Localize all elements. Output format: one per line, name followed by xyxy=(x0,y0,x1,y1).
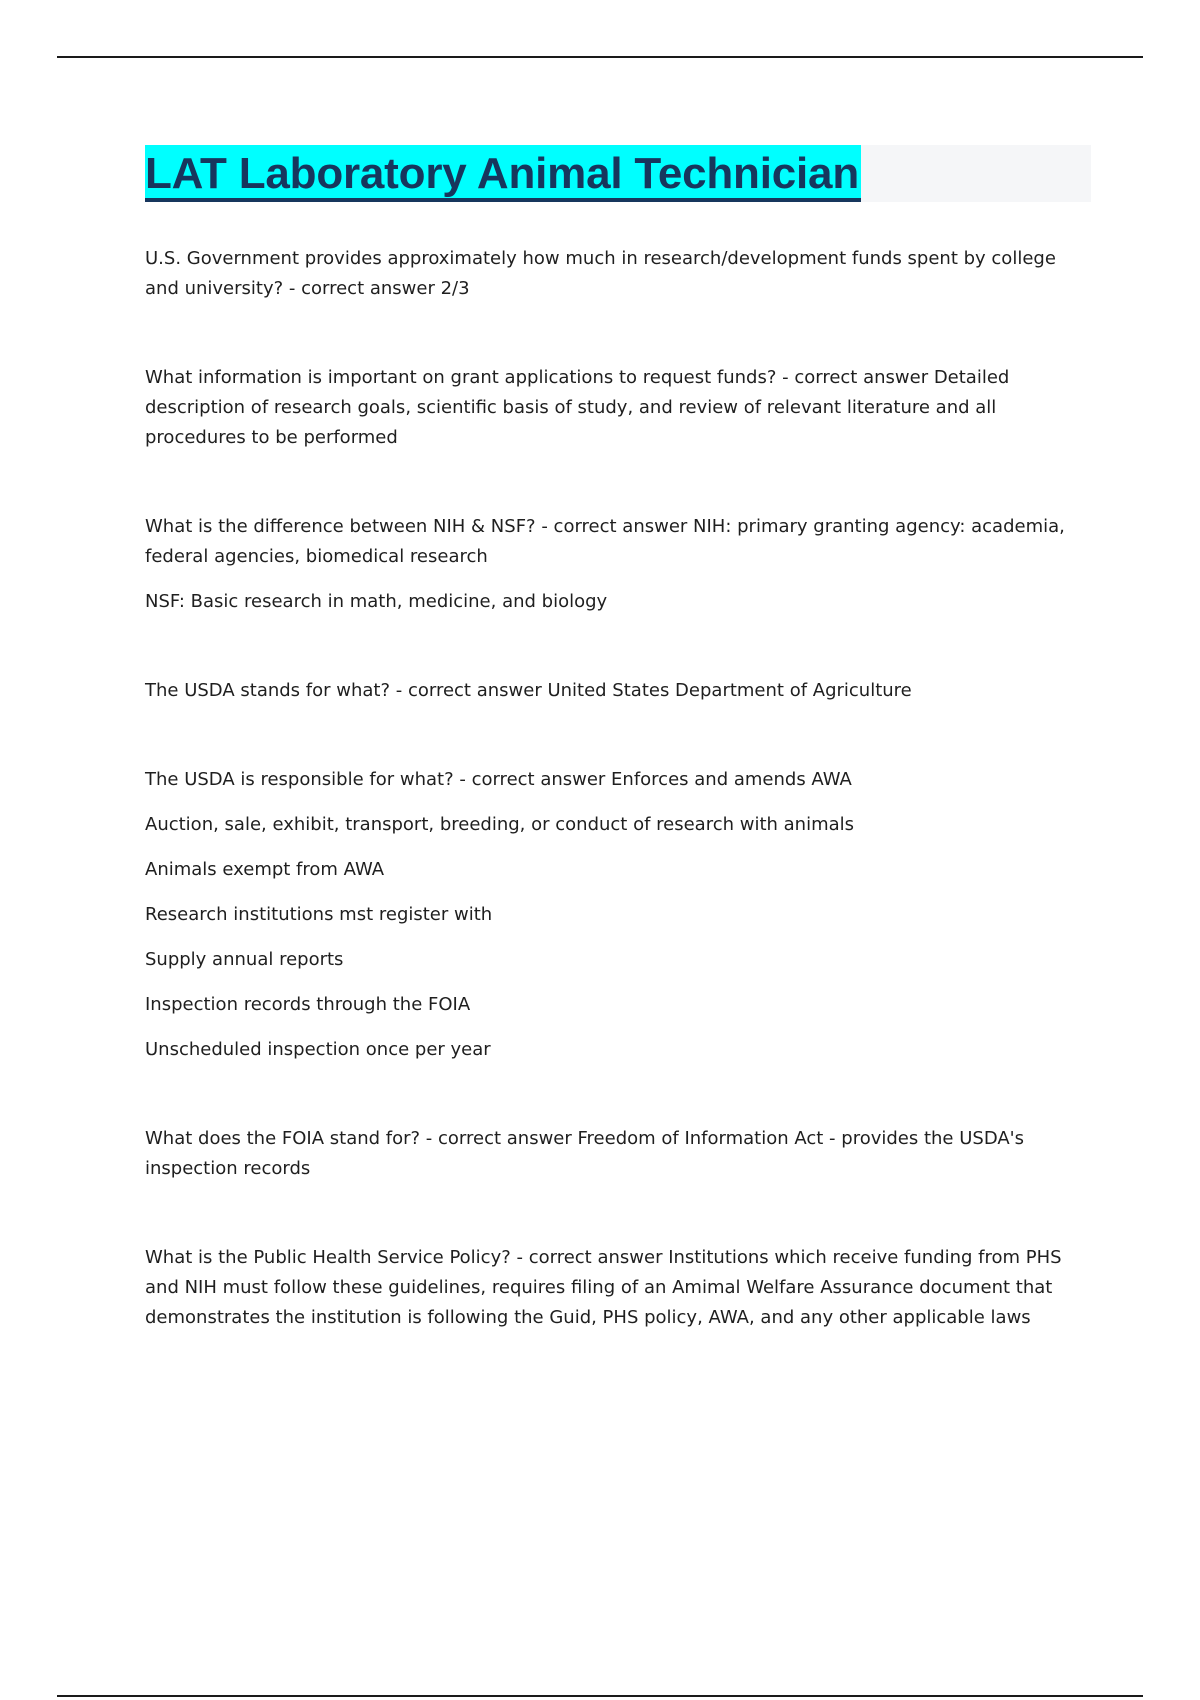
qa-question: The USDA stands for what? - correct answer United States Department of Agriculture xyxy=(145,680,912,701)
qa-question: What does the FOIA stand for? - correct answer Freedom of Information Act - provides the USDA's inspection records xyxy=(145,1128,1025,1179)
qa-entry xyxy=(145,512,1065,617)
qa-detail: Unscheduled inspection once per year xyxy=(145,1039,491,1060)
qa-entry xyxy=(145,1124,1065,1184)
qa-question: U.S. Government provides approximately how much in research/development funds spent by college and university? - correct answer 2/3 xyxy=(145,248,1056,299)
qa-detail: Research institutions mst register with xyxy=(145,904,493,925)
qa-entry xyxy=(145,363,1065,453)
qa-question: What information is important on grant applications to request funds? - correct answer Detailed description of research goals, scientific basis of study, and review of relevant literature and all procedures to be performed xyxy=(145,367,1010,448)
qa-question: The USDA is responsible for what? - correct answer Enforces and amends AWA xyxy=(145,769,852,790)
qa-detail: Supply annual reports xyxy=(145,949,344,970)
qa-detail: Auction, sale, exhibit, transport, breeding, or conduct of research with animals xyxy=(145,814,855,835)
qa-detail: Animals exempt from AWA xyxy=(145,859,385,880)
qa-question: What is the difference between NIH & NSF? - correct answer NIH: primary granting agency: academia, federal agencies, biomedical research xyxy=(145,516,1065,567)
bottom-rule xyxy=(57,1695,1143,1697)
qa-question: What is the Public Health Service Policy? - correct answer Institutions which receive funding from PHS and NIH must follow these guidelines, requires filing of an Amimal Welfare Assurance document that demonstrates the institution is following the Guid, PHS policy, AWA, and any other applicable laws xyxy=(145,1247,1062,1328)
qa-entry xyxy=(145,676,1065,706)
top-rule xyxy=(57,56,1143,58)
document-title: LAT Laboratory Animal Technician xyxy=(145,145,861,202)
qa-detail: NSF: Basic research in math, medicine, and biology xyxy=(145,591,608,612)
qa-entry xyxy=(145,244,1065,304)
qa-detail: Inspection records through the FOIA xyxy=(145,994,471,1015)
qa-entry xyxy=(145,1243,1065,1333)
qa-entry xyxy=(145,765,1065,1065)
document-body xyxy=(145,244,1065,1392)
